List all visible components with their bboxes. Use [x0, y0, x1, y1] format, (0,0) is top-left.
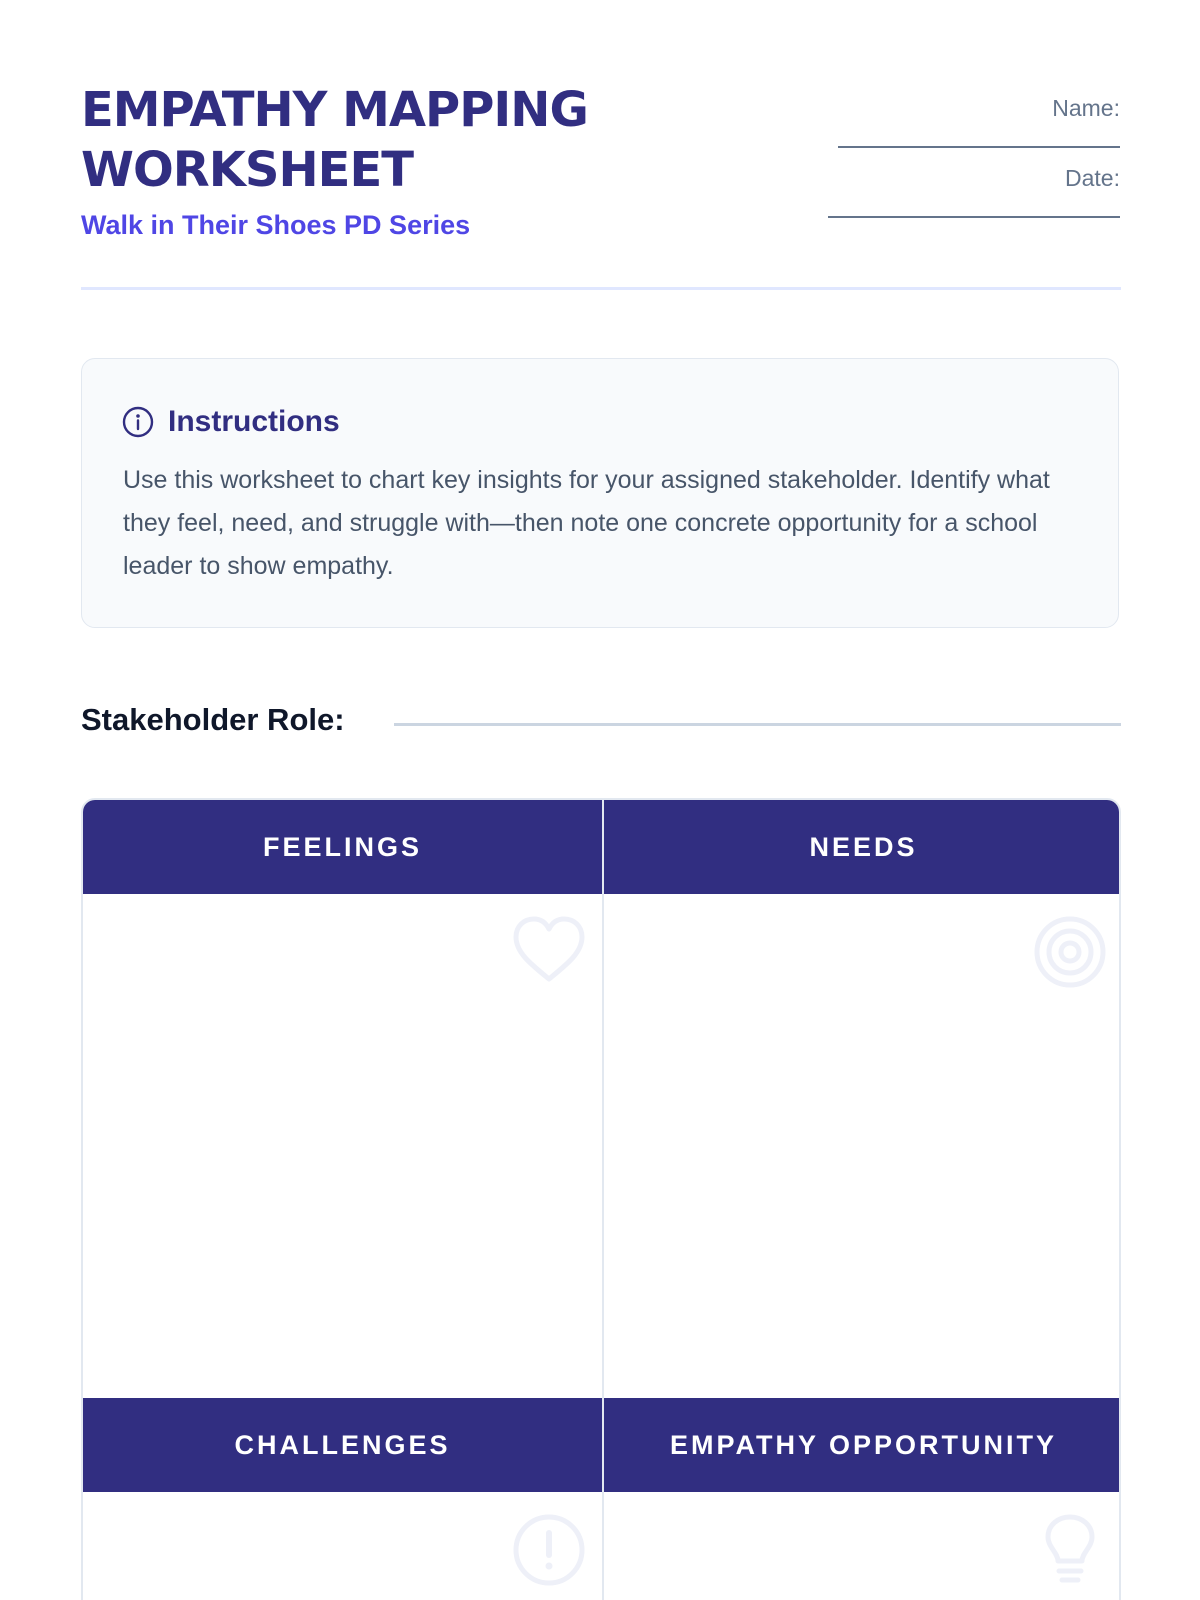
name-date-fields [810, 94, 1120, 218]
header-divider [81, 287, 1121, 290]
alert-circle-icon [512, 1513, 586, 1587]
empathy-opportunity-header: EMPATHY OPPORTUNITY [604, 1398, 1121, 1492]
title-line-1: EMPATHY MAPPING [81, 82, 588, 138]
lightbulb-icon [1033, 1513, 1107, 1587]
title-line-2: WORKSHEET [81, 142, 413, 198]
page-subtitle: Walk in Their Shoes PD Series [81, 210, 471, 240]
feelings-quadrant[interactable] [83, 800, 602, 1400]
empathy-opportunity-quadrant[interactable] [604, 1398, 1121, 1600]
instructions-box [81, 358, 1119, 628]
needs-header: NEEDS [604, 800, 1121, 894]
needs-quadrant[interactable] [604, 800, 1121, 1400]
name-line[interactable] [838, 146, 1120, 148]
date-label: Date: [1065, 165, 1120, 191]
instructions-title: Instructions [168, 405, 340, 438]
info-icon [122, 406, 154, 438]
page-title [81, 80, 721, 200]
date-line[interactable] [828, 216, 1120, 218]
challenges-quadrant[interactable] [83, 1398, 602, 1600]
target-icon [1033, 915, 1107, 989]
instructions-header [122, 405, 340, 439]
instructions-text: Use this worksheet to chart key insights for your assigned stakeholder. Identify what they feel, need, and struggle with—then note one concrete opportunity for a school leader to show empathy. [123, 466, 1050, 580]
heart-icon [512, 915, 586, 989]
stakeholder-role-label: Stakeholder Role: [81, 702, 345, 737]
name-label: Name: [1052, 95, 1120, 121]
feelings-header: FEELINGS [83, 800, 602, 894]
grid-vertical-divider [602, 800, 604, 1600]
stakeholder-role-line[interactable] [394, 723, 1121, 726]
challenges-header: CHALLENGES [83, 1398, 602, 1492]
empathy-map-grid [81, 798, 1121, 1600]
